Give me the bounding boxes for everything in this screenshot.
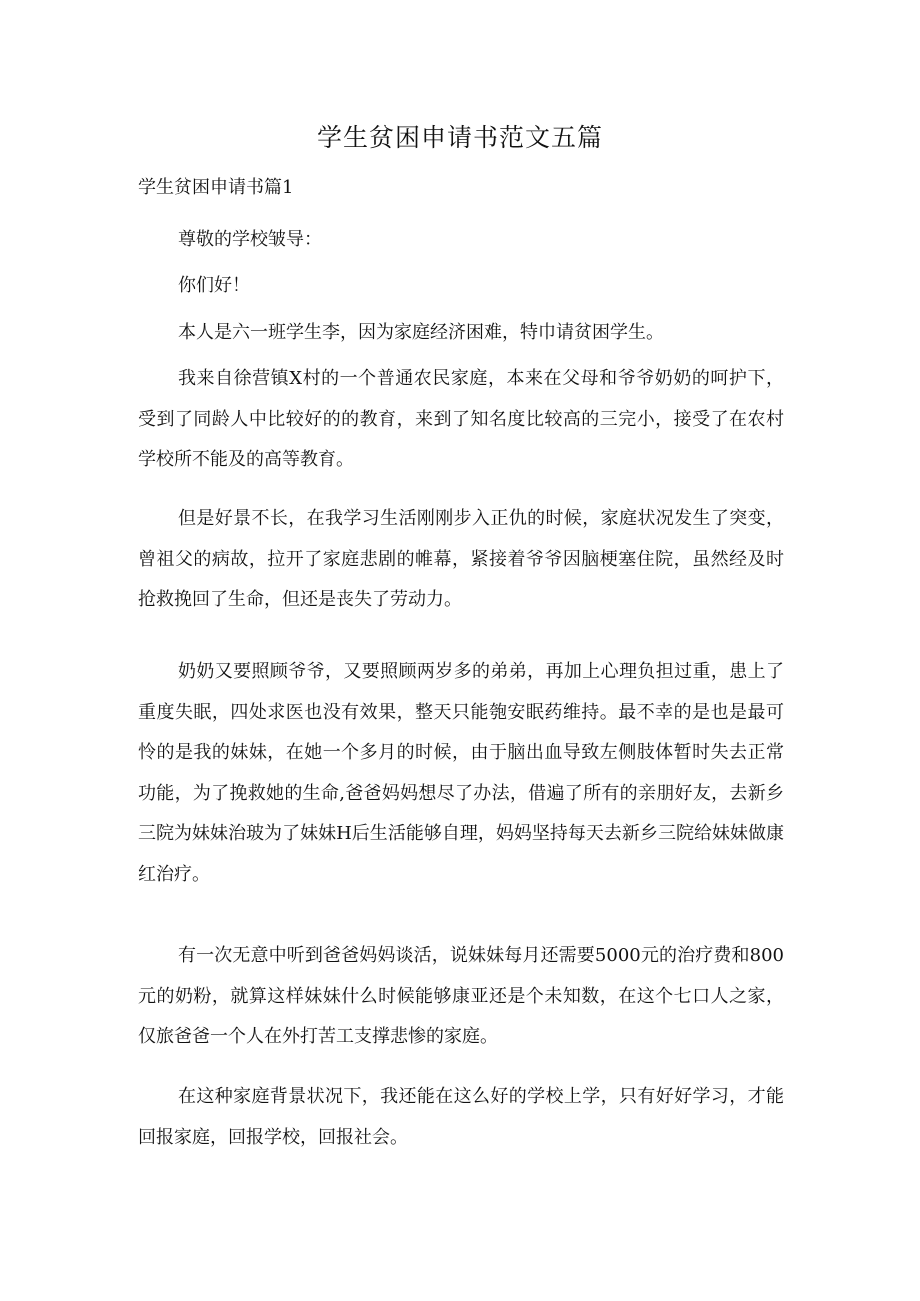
paragraph-conclusion: 在这种家庭背景状况下，我还能在这么好的学校上学，只有好好学习，才能回报家庭，回报学校，回报社会。 [138, 1086, 784, 1148]
paragraph-expenses: 有一次无意中听到爸爸妈妈谈活，说妹妹每月还需要5000元的治疗费和800元的奶粉，就算这样妹妹什么时候能够康亚还是个未知数，在这个七口人之家，仅旅爸爸一个人在外打苦工支撑悲惨的家庭。 [138, 945, 784, 1047]
document-title: 学生贫困申请书范文五篇 [316, 123, 603, 152]
paragraph-family-background: 我来自徐营镇X村的一个普通农民家庭，本来在父母和爷爷奶奶的呵护下，受到了同龄人中比较好的的教育，来到了知名度比较高的三完小，接受了在农村学校所不能及的高等教育。 [138, 368, 784, 470]
paragraph-family-change: 但是好景不长，在我学习生活刚刚步入正仇的时候，家庭状况发生了突变，曾祖父的病故，拉开了家庭悲剧的帷幕，紧接着爷爷因脑梗塞住院，虽然经及时抢救挽回了生命，但还是丧失了劳动力。 [138, 508, 784, 610]
paragraph-intro: 本人是六一班学生李，因为家庭经济困难，特巾请贫困学生。 [178, 322, 664, 343]
section-heading: 学生贫困申请书篇1 [138, 177, 294, 198]
paragraph-grandmother-sister: 奶奶又要照顾爷爷，又要照顾两岁多的弟弟，再加上心理负担过重，患上了重度失眠，四处求医也没有效果，整天只能匏安眠药维持。最不幸的是也是最可怜的是我的妹妹，在她一个多月的时候，由于脑出血导致左侧肢体暂时失去正常功能，为了挽救她的生命,爸爸妈妈想尽了办法，借遍了所有的亲朋好友，去新乡三院为妹妹治玻为了妹妹H后生活能够自理，妈妈坚持每天去新乡三院给妹妹做康红治疗。 [138, 661, 784, 885]
salutation: 尊敬的学校皱导： [178, 229, 322, 250]
greeting: 你们好！ [178, 275, 250, 296]
